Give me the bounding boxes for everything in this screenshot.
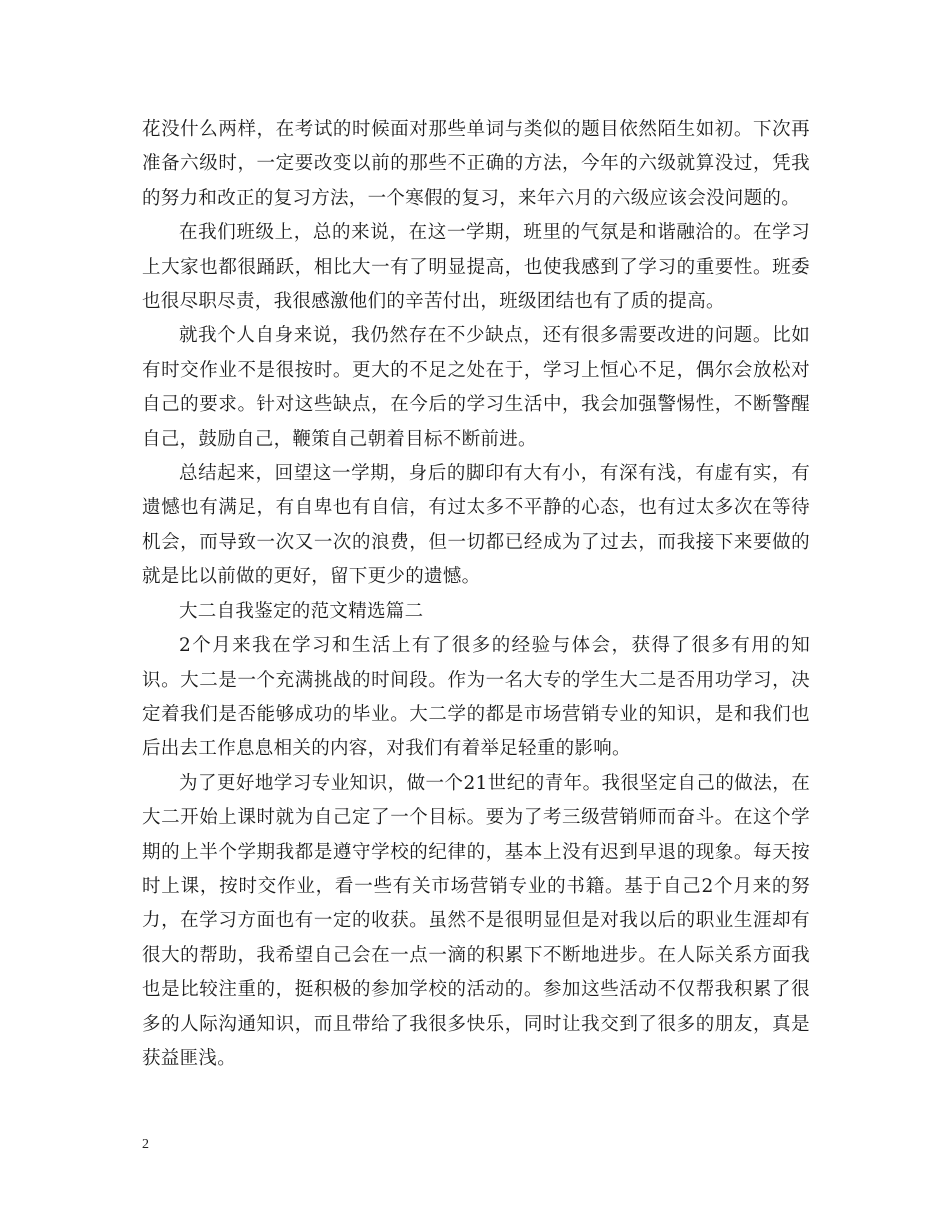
page-number: 2 (142, 1137, 149, 1152)
paragraph-class-atmosphere: 在我们班级上，总的来说，在这一学期，班里的气氛是和谐融洽的。在学习上大家也都很踊跃，相比大一有了明显提高，也使我感到了学习的重要性。班委也很尽职尽责，我很感激他们的辛苦付出，班级团结也有了质的提高。 (142, 222, 810, 313)
paragraph-continuation: 花没什么两样，在考试的时候面对那些单词与类似的题目依然陌生如初。下次再准备六级时，一定要改变以前的那些不正确的方法，今年的六级就算没过，凭我的努力和改正的复习方法，一个寒假的复习，来年六月的六级应该会没问题的。 (142, 119, 810, 209)
section-heading: 大二自我鉴定的范文精选篇二 (179, 600, 424, 622)
paragraph-two-months: 2个月来我在学习和生活上有了很多的经验与体会，获得了很多有用的知识。大二是一个充满挑战的时间段。作为一名大专的学生大二是否用功学习，决定着我们是否能够成功的毕业。大二学的都是市场营销专业的知识，是和我们也后出去工作息息相关的内容，对我们有着举足轻重的影响。 (142, 635, 810, 760)
paragraph-summary: 总结起来，回望这一学期，身后的脚印有大有小，有深有浅，有虚有实，有遗憾也有满足，有自卑也有自信，有过太多不平静的心态，也有过太多次在等待机会，而导致一次又一次的浪费，但一切都已经成为了过去，而我接下来要做的就是比以前做的更好，留下更少的遗憾。 (142, 463, 810, 588)
document-body (142, 113, 810, 1076)
paragraph-study-goals: 为了更好地学习专业知识，做一个21世纪的青年。我很坚定自己的做法，在大二开始上课时就为自己定了一个目标。要为了考三级营销师而奋斗。在这个学期的上半个学期我都是遵守学校的纪律的，基本上没有迟到早退的现象。每天按时上课，按时交作业，看一些有关市场营销专业的书籍。基于自己2个月来的努力，在学习方面也有一定的收获。虽然不是很明显但是对我以后的职业生涯却有很大的帮助，我希望自己会在一点一滴的积累下不断地进步。在人际关系方面我也是比较注重的，挺积极的参加学校的活动的。参加这些活动不仅帮我积累了很多的人际沟通知识，而且带给了我很多快乐，同时让我交到了很多的朋友，真是获益匪浅。 (142, 772, 810, 1069)
paragraph-shortcomings: 就我个人自身来说，我仍然存在不少缺点，还有很多需要改进的问题。比如有时交作业不是很按时。更大的不足之处在于，学习上恒心不足，偶尔会放松对自己的要求。针对这些缺点，在今后的学习生活中，我会加强警惕性，不断警醒自己，鼓励自己，鞭策自己朝着目标不断前进。 (142, 325, 810, 450)
